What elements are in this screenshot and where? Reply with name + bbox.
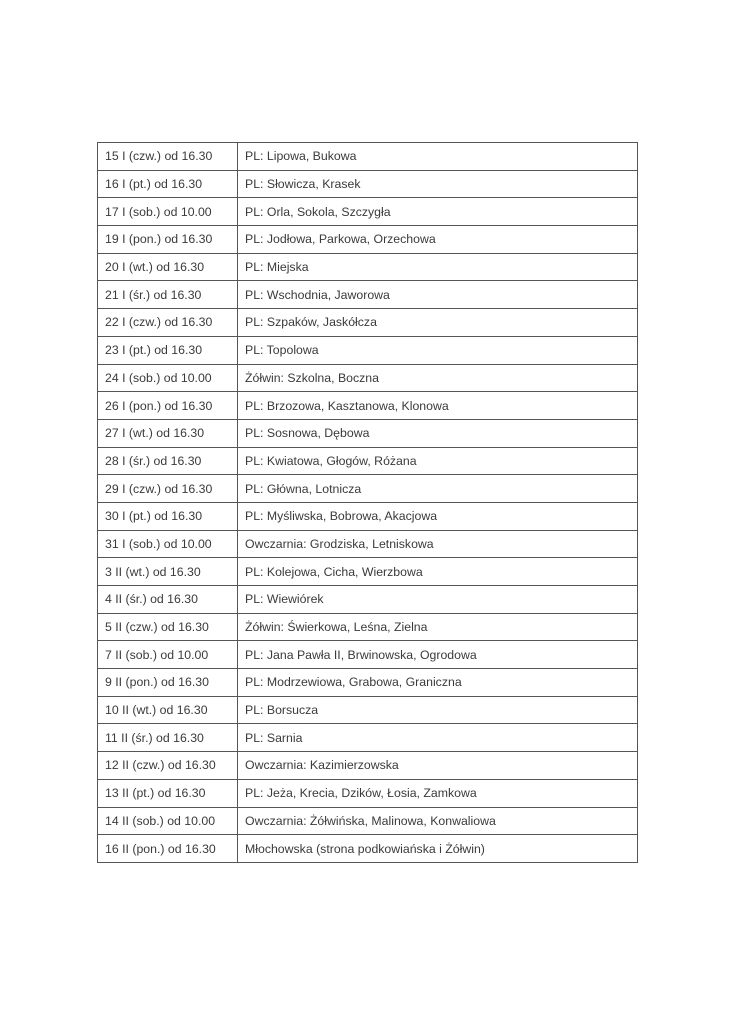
table-row xyxy=(98,724,638,752)
streets-cell: PL: Jeża, Krecia, Dzików, Łosia, Zamkowa xyxy=(238,779,638,807)
date-cell: 5 II (czw.) od 16.30 xyxy=(98,613,238,641)
date-cell: 4 II (śr.) od 16.30 xyxy=(98,586,238,614)
date-cell: 20 I (wt.) od 16.30 xyxy=(98,253,238,281)
date-cell: 31 I (sob.) od 10.00 xyxy=(98,530,238,558)
date-cell: 30 I (pt.) od 16.30 xyxy=(98,502,238,530)
table-row xyxy=(98,530,638,558)
date-cell: 11 II (śr.) od 16.30 xyxy=(98,724,238,752)
date-cell: 7 II (sob.) od 10.00 xyxy=(98,641,238,669)
streets-cell: PL: Brzozowa, Kasztanowa, Klonowa xyxy=(238,392,638,420)
streets-cell: PL: Myśliwska, Bobrowa, Akacjowa xyxy=(238,502,638,530)
table-row xyxy=(98,336,638,364)
date-cell: 29 I (czw.) od 16.30 xyxy=(98,475,238,503)
table-row xyxy=(98,779,638,807)
table-row xyxy=(98,669,638,697)
table-row xyxy=(98,170,638,198)
schedule-table xyxy=(97,142,638,863)
streets-cell: Owczarnia: Grodziska, Letniskowa xyxy=(238,530,638,558)
date-cell: 16 II (pon.) od 16.30 xyxy=(98,835,238,863)
date-cell: 9 II (pon.) od 16.30 xyxy=(98,669,238,697)
date-cell: 22 I (czw.) od 16.30 xyxy=(98,309,238,337)
streets-cell: PL: Główna, Lotnicza xyxy=(238,475,638,503)
table-row xyxy=(98,198,638,226)
table-row xyxy=(98,419,638,447)
streets-cell: PL: Miejska xyxy=(238,253,638,281)
date-cell: 26 I (pon.) od 16.30 xyxy=(98,392,238,420)
date-cell: 27 I (wt.) od 16.30 xyxy=(98,419,238,447)
table-row xyxy=(98,586,638,614)
table-row xyxy=(98,558,638,586)
streets-cell: PL: Wiewiórek xyxy=(238,586,638,614)
table-row xyxy=(98,641,638,669)
date-cell: 17 I (sob.) od 10.00 xyxy=(98,198,238,226)
streets-cell: Młochowska (strona podkowiańska i Żółwin) xyxy=(238,835,638,863)
streets-cell: PL: Jana Pawła II, Brwinowska, Ogrodowa xyxy=(238,641,638,669)
table-row xyxy=(98,447,638,475)
streets-cell: Żółwin: Świerkowa, Leśna, Zielna xyxy=(238,613,638,641)
table-row xyxy=(98,807,638,835)
date-cell: 3 II (wt.) od 16.30 xyxy=(98,558,238,586)
table-row xyxy=(98,253,638,281)
table-row xyxy=(98,309,638,337)
date-cell: 10 II (wt.) od 16.30 xyxy=(98,696,238,724)
date-cell: 12 II (czw.) od 16.30 xyxy=(98,752,238,780)
streets-cell: Żółwin: Szkolna, Boczna xyxy=(238,364,638,392)
streets-cell: PL: Kwiatowa, Głogów, Różana xyxy=(238,447,638,475)
date-cell: 23 I (pt.) od 16.30 xyxy=(98,336,238,364)
table-row xyxy=(98,835,638,863)
table-row xyxy=(98,143,638,171)
date-cell: 15 I (czw.) od 16.30 xyxy=(98,143,238,171)
streets-cell: PL: Orla, Sokola, Szczygła xyxy=(238,198,638,226)
schedule-table-body xyxy=(98,143,638,863)
streets-cell: PL: Słowicza, Krasek xyxy=(238,170,638,198)
streets-cell: PL: Modrzewiowa, Grabowa, Graniczna xyxy=(238,669,638,697)
streets-cell: PL: Sosnowa, Dębowa xyxy=(238,419,638,447)
streets-cell: PL: Szpaków, Jaskółcza xyxy=(238,309,638,337)
streets-cell: PL: Sarnia xyxy=(238,724,638,752)
streets-cell: Owczarnia: Kazimierzowska xyxy=(238,752,638,780)
table-row xyxy=(98,364,638,392)
date-cell: 24 I (sob.) od 10.00 xyxy=(98,364,238,392)
streets-cell: Owczarnia: Żółwińska, Malinowa, Konwaliowa xyxy=(238,807,638,835)
table-row xyxy=(98,613,638,641)
streets-cell: PL: Topolowa xyxy=(238,336,638,364)
table-row xyxy=(98,502,638,530)
table-row xyxy=(98,475,638,503)
table-row xyxy=(98,752,638,780)
table-row xyxy=(98,226,638,254)
date-cell: 21 I (śr.) od 16.30 xyxy=(98,281,238,309)
streets-cell: PL: Lipowa, Bukowa xyxy=(238,143,638,171)
table-row xyxy=(98,696,638,724)
date-cell: 16 I (pt.) od 16.30 xyxy=(98,170,238,198)
table-row xyxy=(98,392,638,420)
date-cell: 28 I (śr.) od 16.30 xyxy=(98,447,238,475)
date-cell: 19 I (pon.) od 16.30 xyxy=(98,226,238,254)
streets-cell: PL: Jodłowa, Parkowa, Orzechowa xyxy=(238,226,638,254)
table-row xyxy=(98,281,638,309)
date-cell: 13 II (pt.) od 16.30 xyxy=(98,779,238,807)
date-cell: 14 II (sob.) od 10.00 xyxy=(98,807,238,835)
streets-cell: PL: Wschodnia, Jaworowa xyxy=(238,281,638,309)
streets-cell: PL: Borsucza xyxy=(238,696,638,724)
streets-cell: PL: Kolejowa, Cicha, Wierzbowa xyxy=(238,558,638,586)
